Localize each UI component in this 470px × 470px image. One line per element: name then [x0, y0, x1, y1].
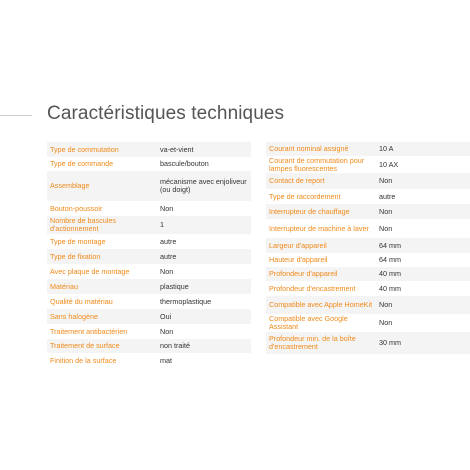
spec-value: non traité — [160, 341, 190, 350]
spec-value: Non — [379, 318, 393, 327]
spec-label: Compatible avec Apple HomeKit — [269, 300, 373, 309]
spec-row — [47, 201, 251, 216]
spec-row — [266, 156, 470, 173]
spec-row — [266, 142, 470, 156]
spec-value: 10 AX — [379, 159, 399, 169]
spec-row — [266, 204, 470, 219]
spec-label: Traitement de surface — [50, 341, 120, 350]
spec-value: 40 mm — [379, 269, 401, 278]
spec-label: Contact de report — [269, 176, 325, 185]
spec-value: 64 mm — [379, 255, 401, 264]
spec-value: 1 — [160, 220, 164, 229]
spec-row — [47, 157, 251, 171]
spec-value: 30 mm — [379, 338, 401, 347]
spec-value: Non — [160, 266, 174, 276]
spec-label: Matériau — [50, 281, 78, 291]
spec-table-right — [266, 142, 470, 354]
spec-value: autre — [379, 191, 396, 201]
spec-value: autre — [160, 251, 177, 261]
spec-label: Courant nominal assigné — [269, 144, 349, 153]
decorative-rule — [0, 115, 32, 116]
spec-value: thermoplastique — [160, 296, 212, 306]
spec-value: Non — [379, 300, 393, 309]
spec-label: Hauteur d'appareil — [269, 255, 328, 264]
spec-label: Profondeur min. de la boîte d'encastrement — [269, 334, 356, 351]
spec-label: Courant de commutation pour lampes fluorescentes — [269, 155, 365, 173]
spec-value: mécanisme avec enjoliveur (ou doigt) — [160, 177, 247, 194]
spec-value: 10 A — [379, 144, 394, 153]
spec-label: Profondeur d'appareil — [269, 269, 338, 278]
spec-row — [266, 314, 470, 332]
spec-row — [266, 219, 470, 238]
spec-value: Non — [160, 203, 174, 213]
spec-label: Interrupteur de chauffage — [269, 206, 350, 216]
spec-row — [266, 267, 470, 281]
page-title: Caractéristiques techniques — [47, 103, 285, 124]
spec-value: Oui — [160, 311, 172, 321]
spec-row — [266, 332, 470, 354]
spec-row — [266, 281, 470, 296]
spec-row — [47, 309, 251, 324]
spec-row — [47, 249, 251, 264]
spec-label: Largeur d'appareil — [269, 240, 327, 250]
spec-value: Non — [160, 326, 174, 336]
spec-label: Type de commande — [50, 159, 114, 168]
spec-label: Type de fixation — [50, 251, 101, 261]
spec-row — [47, 171, 251, 201]
spec-value: 40 mm — [379, 283, 401, 293]
spec-label: Type de raccordement — [269, 191, 341, 201]
spec-label: Avec plaque de montage — [50, 266, 130, 276]
spec-label: Finition de la surface — [50, 356, 117, 365]
spec-row — [47, 339, 251, 353]
spec-value: va-et-vient — [160, 144, 194, 154]
spec-row — [47, 324, 251, 339]
spec-row — [47, 142, 251, 157]
spec-row — [266, 238, 470, 253]
spec-label: Traitement antibactérien — [50, 326, 128, 336]
spec-value: plastique — [160, 281, 189, 291]
spec-label: Qualité du matériau — [50, 296, 113, 306]
spec-row — [47, 216, 251, 234]
spec-label: Interrupteur de machine à laver — [269, 223, 369, 233]
spec-label: Compatible avec Google Assistant — [269, 314, 348, 331]
spec-label: Assemblage — [50, 181, 90, 190]
spec-value: Non — [379, 176, 393, 185]
spec-value: Non — [379, 223, 393, 233]
spec-table-left — [47, 142, 251, 369]
spec-label: Nombre de bascules d'actionnement — [50, 216, 116, 233]
spec-row — [266, 296, 470, 314]
spec-value: autre — [160, 236, 177, 246]
spec-value: bascule/bouton — [160, 159, 209, 168]
spec-row — [47, 279, 251, 294]
spec-row — [47, 353, 251, 369]
spec-row — [266, 189, 470, 204]
spec-value: Non — [379, 206, 393, 216]
spec-row — [266, 253, 470, 267]
spec-value: 64 mm — [379, 240, 401, 250]
spec-label: Type de commutation — [50, 144, 119, 154]
spec-value: mat — [160, 356, 172, 365]
spec-label: Bouton-poussoir — [50, 203, 103, 213]
spec-row — [47, 264, 251, 279]
spec-label: Sans halogène — [50, 311, 98, 321]
spec-row — [47, 294, 251, 309]
spec-label: Profondeur d'encastrement — [269, 283, 356, 293]
spec-row — [47, 234, 251, 249]
spec-label: Type de montage — [50, 236, 106, 246]
spec-row — [266, 173, 470, 189]
